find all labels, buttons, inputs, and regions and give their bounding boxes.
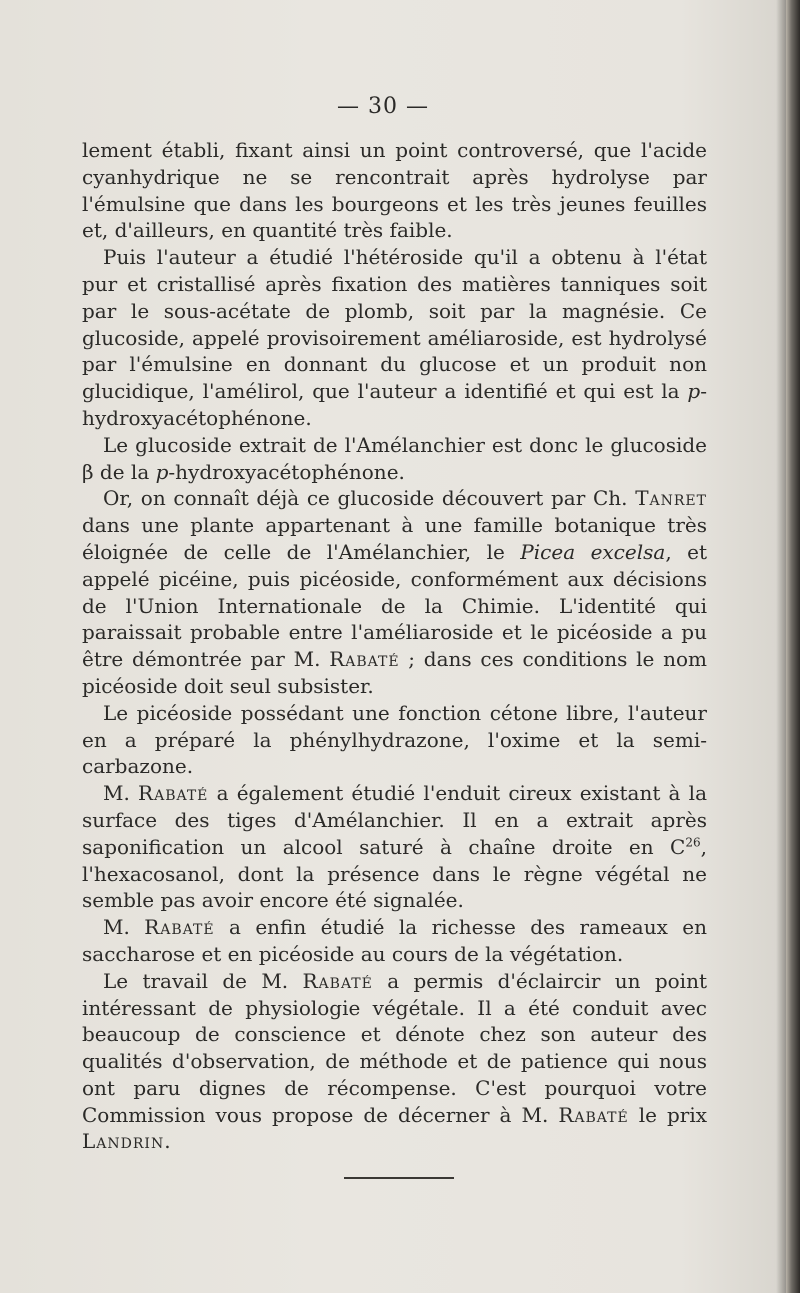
page-edge-shadow [786,0,800,1293]
paragraph-glucoside: Le glucoside extrait de l'Amélanchier est donc le glucoside β de la p-hydroxyacétophénone. [82,432,707,484]
closing-rule [344,1177,454,1179]
paragraph-enduit-cireux: M. Rabaté a également étudié l'enduit cireux existant à la surface des tiges d'Amélanchier. Il en a extrait après saponification un alcool saturé à chaîne droite en $C^{26}$, l'hexacosanol, dont la présence dans le règne végétal ne semble pas avoir encore été signalée. [82,781,707,913]
paragraph-continuation: lement établi, fixant ainsi un point controversé, que l'acide cyanhydrique ne se rencontrait après hydrolyse par l'émulsine que dans les bourgeons et les très jeunes feuilles et, d'ailleurs, en quantité très faible. [82,138,707,243]
page-number: — 30 — [337,94,429,119]
body-text [82,137,707,1155]
paragraph-phenylhydrazone: Le picéoside possédant une fonction cétone libre, l'auteur en a préparé la phénylhydrazone, l'oxime et la semi-carbazone. [82,700,707,779]
paragraph-conclusion: Le travail de M. Rabaté a permis d'éclaircir un point intéressant de physiologie végétale. Il a été conduit avec beaucoup de conscience et dénote chez son auteur des qualités d'observation, de méthode et de patience qui nous ont paru dignes de récompense. C'est pourquoi votre Commission vous propose de décerner à M. Rabaté le prix Landrin. [82,968,708,1154]
paragraph-piceine: Or, on connaît déjà ce glucoside découvert par Ch. Tanret dans une plante appartenant à une famille botanique très éloignée de celle de l'Amélanchier, le Picea excelsa, et appelé picéine, puis picéoside, conformément aux décisions de l'Union Internationale de la Chimie. L'identité qui paraissait probable entre l'améliaroside et le picéoside a pu être démontrée par M. Rabaté ; dans ces conditions le nom picéoside doit seul subsister. [82,486,707,698]
paragraph-saccharose: M. Rabaté a enfin étudié la richesse des rameaux en saccharose et en picéoside au cours de la végétation. [82,915,707,966]
paragraph-heteroside: Puis l'auteur a étudié l'hétéroside qu'il a obtenu à l'état pur et cristallisé après fixation des matières tanniques soit par le sous-acétate de plomb, soit par la magnésie. Ce glucoside, appelé provisoirement améliaroside, est hydrolysé par l'émulsine en donnant du glucose et un produit non glucidique, l'amélirol, que l'auteur a identifié et qui est la p-hydroxyacétophénone. [82,245,707,430]
